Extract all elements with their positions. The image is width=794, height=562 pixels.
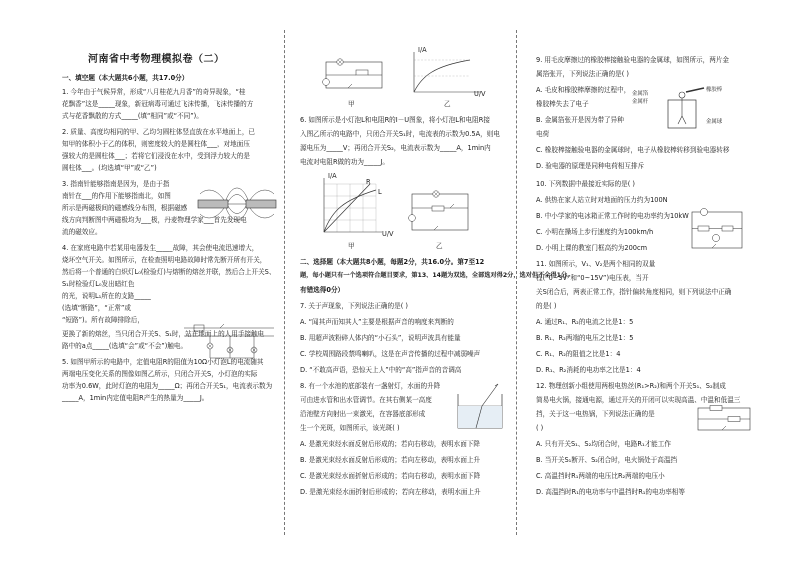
column-3 — [516, 0, 794, 562]
q3-line-5: 流的磁效应。 — [62, 228, 102, 236]
magnetic-field-figure — [196, 184, 278, 224]
q5-x-axis-label: U/V — [474, 90, 486, 98]
q8-line-1: 8. 有一个水池的底部装有一盏射灯，水面的升降 — [300, 382, 441, 390]
q12-option-c: C. 高温挡时R₁两端的电压比R₂两端的电压小 — [536, 472, 665, 480]
q9-option-d: D. 验电器的原理是同种电荷相互排斥 — [536, 162, 645, 170]
q9-option-c: C. 橡胶棒接触验电器的金属球时，电子从橡胶棒转移到验电器转移 — [536, 146, 730, 154]
q1-line-3: 式与花香飘散的方式_____(填“相同”或“不同”)。 — [62, 112, 203, 120]
q6-iu-graph — [314, 176, 384, 242]
q4-line-6: (选填“断路”，“正常”或 — [62, 304, 131, 312]
q7-stem: 7. 关于声现象，下列说法正确的是( ) — [300, 302, 408, 310]
q11-line-4: 的是( ) — [536, 302, 557, 310]
q12-line-1: 12. 物理创新小组使用两根电热丝(R₁>R₂)和两个开关S₁、S₂制成 — [536, 382, 726, 390]
q8-option-d: D. 是激光束经水面折射后形成的；若向左移动，表明水面上升 — [300, 488, 481, 496]
q8-option-a: A. 是激光束经水面反射后形成的；若向右移动，表明水面下降 — [300, 440, 481, 448]
q3-line-3: 所示是两磁极间的磁感线分布图，根据磁感 — [62, 204, 188, 212]
q12-option-a: A. 只有开关S₁、S₂均闭合时，电路R₁才能工作 — [536, 440, 671, 448]
q2-line-3: 强较大的是圆柱体___；若将它们浸没在水中，受到浮力较大的是 — [62, 152, 250, 160]
q4-line-1: 4. 在家庭电路中若某用电器发生_____故障，其会使电流迅速增大， — [62, 244, 259, 252]
q2-line-4: 圆柱体___。(均选填“甲”或“乙”) — [62, 164, 157, 172]
electroscope-label-rubber-rod: 橡胶棒 — [706, 87, 723, 93]
q2-line-1: 2. 质量、高度均相同的甲、乙均匀圆柱体竖直放在水平地面上，已 — [62, 128, 256, 136]
q10-option-d: D. 小明上课的教室门框高约为200cm — [536, 244, 648, 252]
section1-header: 一、填空题（本大题共6小题，共17.0分） — [62, 74, 189, 82]
q12-line-3: 挡，关于这一电热锅，下列说法正确的是 — [536, 410, 655, 418]
q9-option-a-1: A. 毛皮和橡胶棒摩擦的过程中， — [536, 86, 631, 94]
q8-line-4: 生一个光斑，如图所示，该光斑( ) — [300, 424, 400, 432]
q11-option-d: D. R₁、R₂消耗的电功率之比是1：4 — [536, 366, 641, 374]
q4-line-4: S₁时检验灯L₀发出暗红色 — [62, 280, 135, 288]
q7-option-a: A. “闻其声而知其人”主要是根据声音的响度来判断的 — [300, 318, 454, 326]
q6-y-axis-label: I/A — [328, 172, 337, 180]
q12-line-4: ( ) — [536, 424, 544, 432]
q4-line-3: 然后将一个普通的白炽灯L₀(检验灯)与熔断的熔丝并联，然后合上开关S、 — [62, 268, 276, 276]
electroscope-label-ball: 金属球 — [706, 119, 723, 125]
q6-label-jia: 甲 — [348, 242, 355, 250]
q6-line-2: 入图乙所示的电路中，只闭合开关S₁时，电流表的示数为0.5A，则电 — [300, 130, 500, 138]
q6-line-4: 电流对电阻R做的功为_____J。 — [300, 158, 389, 166]
q7-option-c: C. 学校周围路段禁鸣喇叭，这是在声音传播的过程中减弱噪声 — [300, 350, 481, 358]
q5-label-yi: 乙 — [444, 100, 451, 108]
water-tank-laser-figure — [452, 380, 508, 434]
q6-label-yi: 乙 — [436, 242, 443, 250]
q9-option-b-1: B. 金属箔张开是因为带了异种 — [536, 116, 624, 124]
q10-stem: 10. 下列数据中最接近实际的是( ) — [536, 180, 635, 188]
q3-line-2: 南针在___的作用下能够指南北，如图 — [62, 192, 171, 200]
q6-line-1: 6. 如图所示是小灯泡L和电阻R的I－U图象，将小灯泡L和电阻R接 — [300, 116, 490, 124]
q10-option-b: B. 中小学家的电冰箱正常工作时的电功率约为10kW — [536, 212, 689, 220]
q12-line-2: 简易电火锅，接通电源，通过开关的开闭可以实现高温、中温和低温三 — [536, 396, 741, 404]
voltmeter-circuit-figure — [684, 204, 748, 256]
q9-line-2: 属箔张开，下列说法正确的是( ) — [536, 70, 629, 78]
q3-line-4: 线方向判断图中两磁极均为___极，丹麦物理学家___首先发现电 — [62, 216, 247, 224]
electroscope-figure — [660, 86, 708, 130]
q3-line-1: 3. 指南针能够指南是因为，是由于指 — [62, 180, 170, 188]
q5-line-3: 功率为0.6W，此时灯泡的电阻为_____Ω；再闭合开关S₁，电流表示数为 — [62, 382, 273, 390]
household-circuit-figure — [180, 322, 278, 364]
q9-option-b-2: 电荷 — [536, 130, 550, 138]
q11-line-2: 程(“0~3V”和“0~15V”)电压表，当开 — [536, 274, 649, 282]
q10-option-c: C. 小明在操场上步行速度约为100km/h — [536, 228, 654, 236]
q6-curve-label-L: L — [378, 188, 382, 196]
q7-option-b: B. 用超声波粉碎人体内的“小石头”，说明声波具有能量 — [300, 334, 461, 342]
q11-option-b: B. R₁、R₂两端的电压之比是1：5 — [536, 334, 634, 342]
q4-line-2: 烧坏空气开关。如图所示，在检查照明电路故障时常先断开所有开关， — [62, 256, 267, 264]
electroscope-label-rod: 金属杆 — [632, 99, 649, 105]
section2-header-line-1: 二、选择题（本大题共8小题，每题2分，共16.0分。第7至12 — [300, 258, 485, 266]
q7-option-d: D. “不敢高声语，恐惊天上人”中的“高”指声音的音调高 — [300, 366, 462, 374]
q4-line-5: 的光，说明L₁所在的支路_____ — [62, 292, 151, 300]
column-1 — [0, 0, 284, 562]
q5-label-jia: 甲 — [348, 100, 355, 108]
section2-header-line-2: 题，每小题只有一个选项符合题目要求，第13、14题为双选，全部选对得2分，选对但不全得1分， — [300, 272, 574, 279]
q9-line-1: 9. 用毛皮摩擦过的橡胶棒接触验电器的金属球，如图所示，两片金 — [536, 56, 730, 64]
q1-line-2: 花飘香”这是_____现象，新冠病毒可通过飞沫传播，飞沫传播的方 — [62, 100, 254, 108]
q8-line-3: 沿池壁方向射出一束激光，在容器底部形成 — [300, 410, 426, 418]
hotpot-circuit-figure — [692, 404, 756, 434]
q6-x-axis-label: U/V — [382, 230, 394, 238]
q6-curve-label-R: R — [366, 178, 371, 186]
q5-line-4: _____A，1min内定值电阻R产生的热量为_____J。 — [62, 394, 209, 402]
q11-line-3: 关S闭合后，两表正常工作，指针偏转角度相同，则下列说法中正确 — [536, 288, 732, 296]
section2-header-line-3: 有错选得0分） — [300, 286, 345, 294]
paper-title: 河南省中考物理模拟卷（二） — [88, 54, 225, 65]
q2-line-2: 知甲的体积小于乙的体积，则密度较大的是圆柱体___，对地面压 — [62, 140, 250, 148]
q6-line-3: 源电压为_____V；再闭合开关S₂，电流表示数为_____A，1min内 — [300, 144, 491, 152]
q11-option-a: A. 通过R₁、R₂的电流之比是1：5 — [536, 318, 634, 326]
q12-option-b: B. 当开关S₁断开、S₂闭合时，电火锅处于高温挡 — [536, 456, 678, 464]
q4-line-7: “短路”)。所有故障排除后， — [62, 316, 144, 324]
electroscope-label-foil: 金属箔 — [632, 91, 649, 97]
q5-iu-graph — [404, 48, 484, 100]
q8-option-c: C. 是激光束经水面折射后形成的；若向右移动，表明水面下降 — [300, 472, 481, 480]
q4-line-8: 更换了新的熔丝，当只闭合开关S、S₁时，站在地面上的人用手接触电 — [62, 330, 265, 338]
q1-line-1: 1. 今年由于气候异常，形成“八月桂花九月香”的奇异现象，“桂 — [62, 88, 246, 96]
q6-circuit-figure — [404, 186, 474, 238]
q5-y-axis-label: I/A — [418, 46, 427, 54]
q9-option-a-2: 橡胶棒失去了电子 — [536, 100, 589, 108]
q4-line-9: 路中的a点_____(选填“会”或“不会”)触电。 — [62, 342, 188, 350]
q11-line-1: 11. 如图所示，V₁、V₂是两个相同的双量 — [536, 260, 656, 268]
q11-option-c: C. R₁、R₂的阻值之比是1：4 — [536, 350, 621, 358]
q8-option-b: B. 是激光束经水面反射后形成的；若向左移动，表明水面上升 — [300, 456, 481, 464]
q5-line-1: 5. 如图甲所示的电路中，定值电阻R的阻值为10Ω小灯泡L的电流随其 — [62, 358, 264, 366]
q5-circuit-figure — [320, 56, 388, 96]
q10-option-a: A. 供热在家人站立时对地面的压力约为100N — [536, 196, 668, 204]
q8-line-2: 可由进水管和出水管调节。在其右侧某一高度 — [300, 396, 432, 404]
q5-line-2: 两端电压变化关系的图像如图乙所示，只闭合开关S，小灯泡的实际 — [62, 370, 258, 378]
q12-option-d: D. 高温挡时R₁的电功率与中温挡时R₁的电功率相等 — [536, 488, 685, 496]
